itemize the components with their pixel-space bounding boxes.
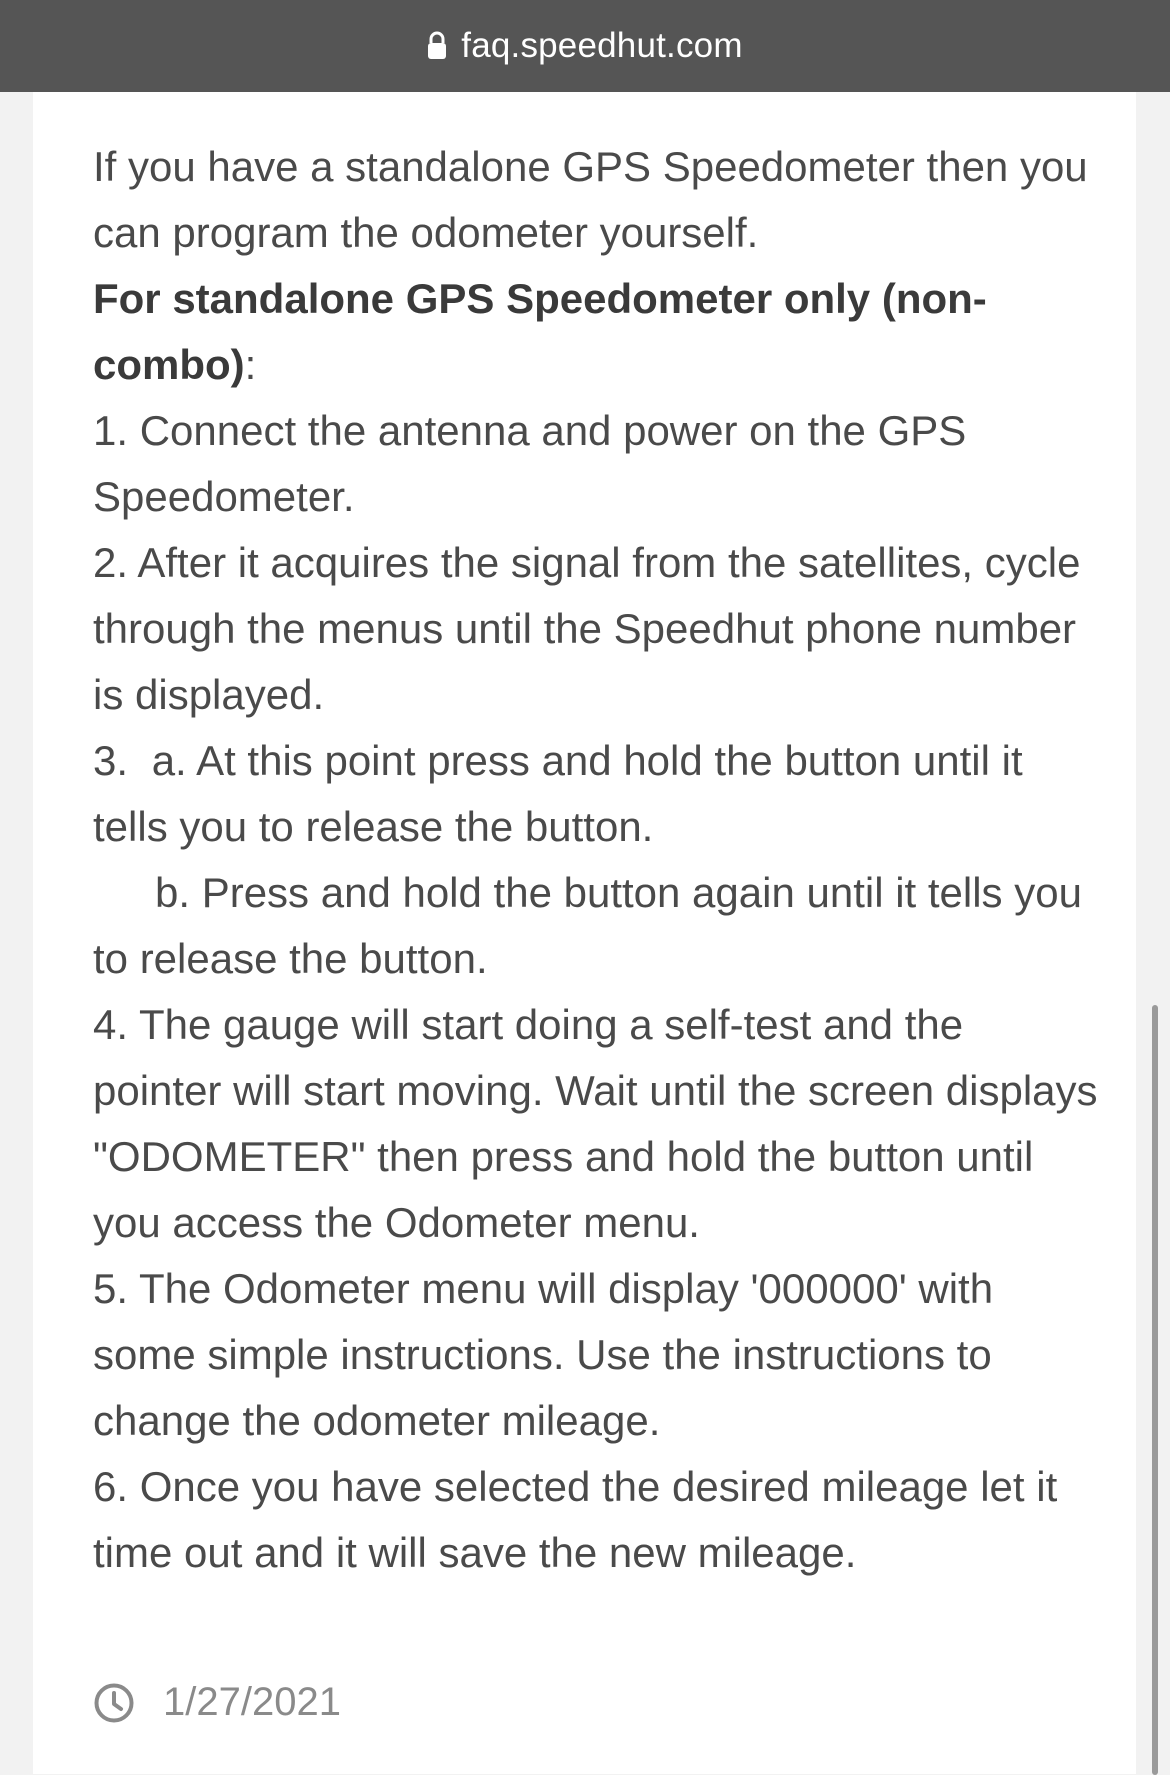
article-date-row xyxy=(93,1680,341,1725)
lock-icon xyxy=(427,30,447,60)
article-body xyxy=(93,134,1103,1586)
intro-paragraph: If you have a standalone GPS Speedometer then you can program the odometer yourself. xyxy=(93,143,1088,256)
step-3a xyxy=(93,728,1103,860)
clock-icon xyxy=(93,1682,135,1724)
step-4: 4. The gauge will start doing a self-test and the pointer will start moving. Wait until the screen displays "ODOMETER" then press and hold the button until you access the Odometer menu. xyxy=(93,1001,1098,1246)
section-heading-suffix: : xyxy=(244,341,257,388)
step-3b xyxy=(93,860,1103,992)
step-3-number: 3. xyxy=(93,737,129,784)
step-3a-text: a. At this point press and hold the button until it tells you to release the button. xyxy=(93,737,1023,850)
step-6: 6. Once you have selected the desired mileage let it time out and it will save the new mileage. xyxy=(93,1463,1058,1576)
url-text[interactable]: faq.speedhut.com xyxy=(461,26,743,65)
browser-address-bar[interactable] xyxy=(0,0,1170,92)
section-heading-bold: For standalone GPS Speedometer only (non-combo) xyxy=(93,275,987,388)
step-2: 2. After it acquires the signal from the satellites, cycle through the menus until the Speedhut phone number is displayed. xyxy=(93,539,1081,718)
faq-article-page xyxy=(33,92,1136,1774)
step-1: 1. Connect the antenna and power on the GPS Speedometer. xyxy=(93,407,967,520)
step-3b-text: b. Press and hold the button again until it tells you to release the button. xyxy=(93,869,1082,982)
section-heading xyxy=(93,266,1103,398)
article-date: 1/27/2021 xyxy=(163,1680,341,1724)
step-5: 5. The Odometer menu will display '000000' with some simple instructions. Use the instructions to change the odometer mileage. xyxy=(93,1265,994,1444)
vertical-scrollbar[interactable] xyxy=(1152,1005,1158,1775)
